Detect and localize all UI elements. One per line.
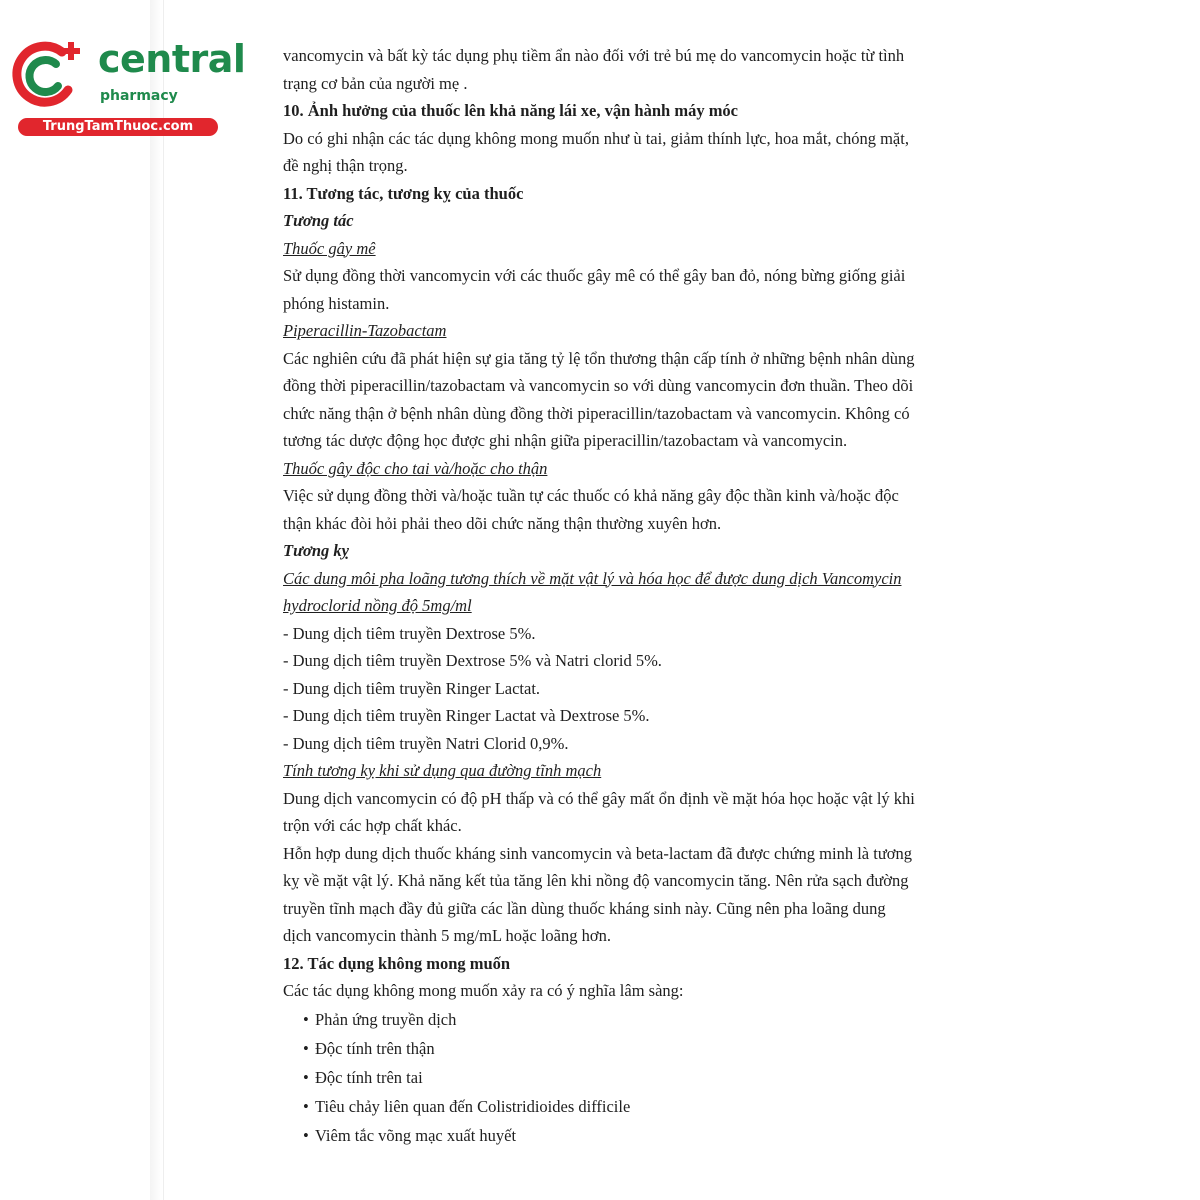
bullet-dot-icon: • (303, 1096, 309, 1116)
body-text-line: Các tác dụng không mong muốn xảy ra có ý nghĩa lâm sàng: (283, 981, 684, 1000)
central-pharmacy-logo (10, 37, 246, 138)
bullet-item (283, 1092, 983, 1121)
body-text-line: - Dung dịch tiêm truyền Ringer Lactat. (283, 678, 541, 698)
body-text-line: đề nghị thận trọng. (283, 156, 408, 175)
subsection-heading: Tương kỵ (283, 541, 349, 560)
underlined-subtitle: Các dung môi pha loãng tương thích về mặt vật lý và hóa học để được dung dịch Vancomycin (283, 568, 902, 588)
document-body (283, 42, 983, 1150)
bullet-text: Phản ứng truyền dịch (315, 1009, 457, 1029)
body-text-line: đồng thời piperacillin/tazobactam và vancomycin so với dùng vancomycin đơn thuần. Theo dõi (283, 376, 914, 395)
bullet-text: Độc tính trên tai (315, 1067, 423, 1087)
scan-edge-line (163, 0, 164, 1200)
body-text-line: Do có ghi nhận các tác dụng không mong muốn như ù tai, giảm thính lực, hoa mắt, chóng mặt, (283, 128, 909, 148)
bullet-text: Viêm tắc võng mạc xuất huyết (315, 1125, 517, 1145)
body-text-line: trộn với các hợp chất khác. (283, 816, 462, 835)
body-text-line: - Dung dịch tiêm truyền Dextrose 5%. (283, 623, 536, 643)
bullet-item (283, 1063, 983, 1092)
body-text-line: Dung dịch vancomycin có độ pH thấp và có thể gây mất ổn định về mặt hóa học hoặc vật lý khi (283, 788, 915, 808)
body-text-line: kỵ về mặt vật lý. Khả năng kết tủa tăng lên khi nồng độ vancomycin tăng. Nên rửa sạch đường (283, 871, 909, 890)
bullet-text: Độc tính trên thận (315, 1038, 435, 1058)
logo-name: central (98, 37, 246, 81)
section-heading: 11. Tương tác, tương kỵ của thuốc (283, 183, 524, 203)
bullet-dot-icon: • (303, 1009, 309, 1029)
underlined-subtitle: Thuốc gây mê (283, 238, 376, 258)
body-text-line: - Dung dịch tiêm truyền Dextrose 5% và Natri clorid 5%. (283, 651, 662, 670)
body-text-line: thận khác đòi hỏi phải theo dõi chức năng thận thường xuyên hơn. (283, 513, 722, 533)
body-text-line: truyền tĩnh mạch đầy đủ giữa các lần dùng thuốc kháng sinh này. Cũng nên pha loãng dung (283, 898, 886, 918)
underlined-subtitle: Tính tương kỵ khi sử dụng qua đường tĩnh mạch (283, 761, 602, 780)
logo-subtitle: pharmacy (100, 88, 178, 104)
bullet-dot-icon: • (303, 1038, 309, 1058)
body-text-line: trạng cơ bản của người mẹ . (283, 73, 468, 93)
body-text-line: Các nghiên cứu đã phát hiện sự gia tăng tỷ lệ tổn thương thận cấp tính ở những bệnh nhân dùng (283, 348, 915, 368)
body-text-line: tương tác dược động học được ghi nhận giữa piperacillin/tazobactam và vancomycin. (283, 431, 848, 450)
body-text-line: chức năng thận ở bệnh nhân dùng đồng thời piperacillin/tazobactam và vancomycin. Không có (283, 403, 910, 423)
bullet-dot-icon: • (303, 1125, 309, 1145)
body-text-line: Việc sử dụng đồng thời và/hoặc tuần tự các thuốc có khả năng gây độc thần kinh và/hoặc độc (283, 486, 899, 505)
bullet-item (283, 1034, 983, 1063)
underlined-subtitle: hydroclorid nồng độ 5mg/ml (283, 596, 472, 615)
bullet-item (283, 1121, 983, 1150)
body-text-line: - Dung dịch tiêm truyền Natri Clorid 0,9%. (283, 733, 569, 753)
section-heading: 12. Tác dụng không mong muốn (283, 953, 511, 973)
body-text-line: vancomycin và bất kỳ tác dụng phụ tiềm ẩn nào đối với trẻ bú mẹ do vancomycin hoặc từ tình (283, 46, 905, 65)
body-text-line: dịch vancomycin thành 5 mg/mL hoặc loãng hơn. (283, 926, 611, 945)
section-heading: 10. Ảnh hưởng của thuốc lên khả năng lái xe, vận hành máy móc (283, 101, 739, 120)
scan-edge (150, 0, 162, 1200)
pharmacy-cross-logo-icon (10, 38, 88, 110)
body-text-line: - Dung dịch tiêm truyền Ringer Lactat và Dextrose 5%. (283, 706, 650, 725)
bullet-text: Tiêu chảy liên quan đến Colistridioides difficile (315, 1096, 631, 1116)
underlined-subtitle: Piperacillin-Tazobactam (283, 321, 447, 340)
body-text-line: Sử dụng đồng thời vancomycin với các thuốc gây mê có thể gây ban đỏ, nóng bừng giống giải (283, 266, 906, 285)
bullet-item (283, 1005, 983, 1034)
body-text-line: phóng histamin. (283, 293, 390, 313)
logo-url-badge: TrungTamThuoc.com (18, 118, 218, 136)
underlined-subtitle: Thuốc gây độc cho tai và/hoặc cho thận (283, 458, 548, 478)
bullet-dot-icon: • (303, 1067, 309, 1087)
body-text-line: Hỗn hợp dung dịch thuốc kháng sinh vancomycin và beta-lactam đã được chứng minh là tương (283, 843, 912, 863)
subsection-heading: Tương tác (283, 211, 354, 230)
faint-stamp-mark (1043, 680, 1055, 820)
